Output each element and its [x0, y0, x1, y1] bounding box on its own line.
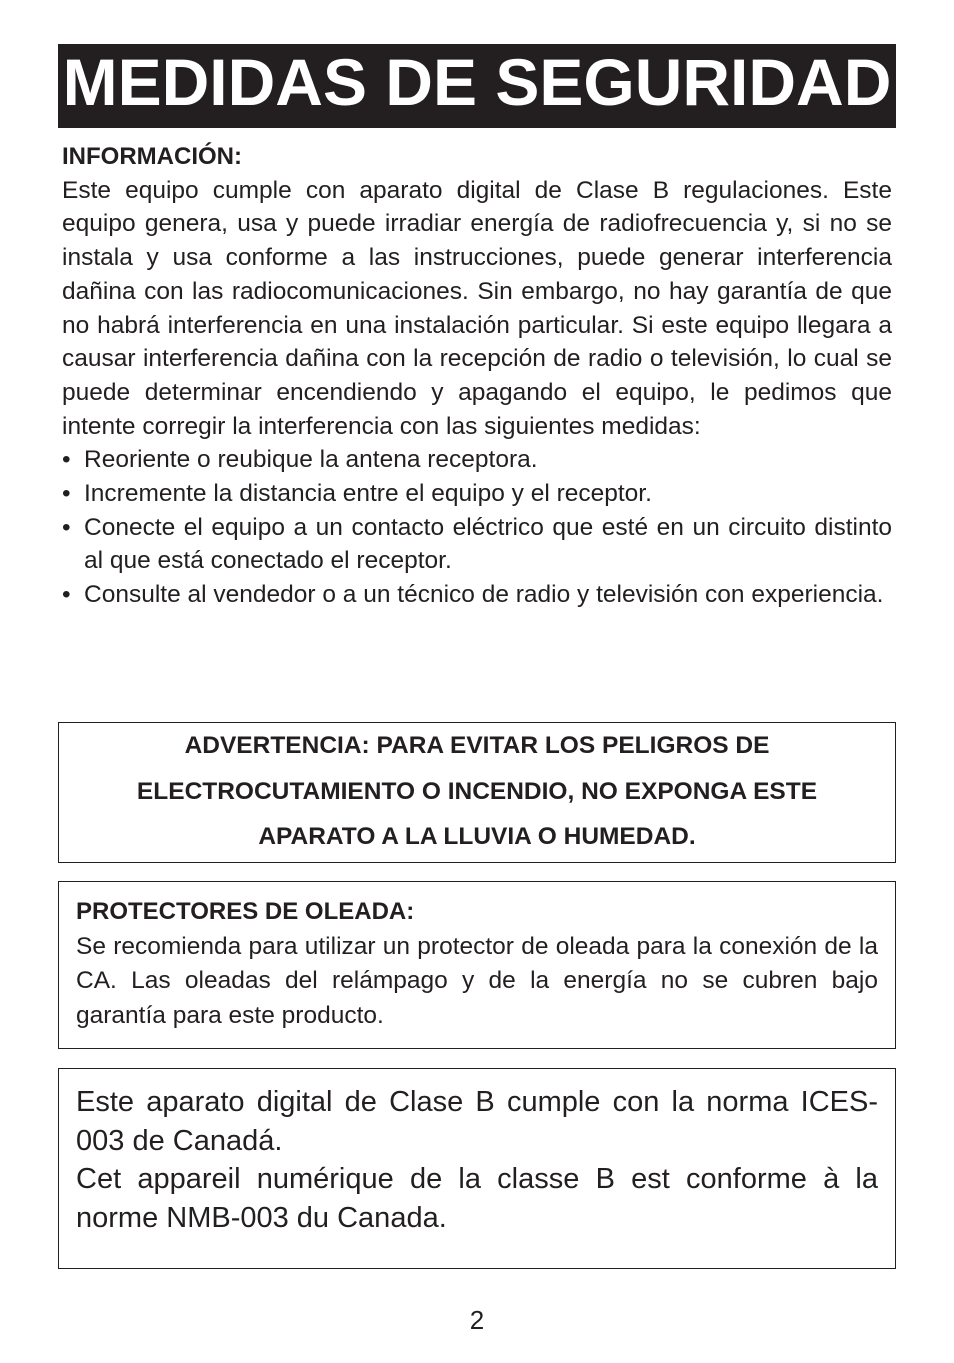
bullet-icon: • — [62, 446, 71, 474]
surge-heading: PROTECTORES DE OLEADA: — [76, 898, 415, 925]
list-item-text: Reoriente o reubique la antena receptora. — [84, 446, 538, 474]
surge-protector-box — [58, 881, 896, 1049]
list-item-text: Conecte el equipo a un contacto eléctrico que esté en un circuito distinto al que está conectado el receptor. — [84, 513, 892, 575]
canada-statement-french: Cet appareil numérique de la classe B est conforme à la norme NMB-003 du Canada. — [76, 1163, 878, 1234]
measures-list — [62, 443, 892, 612]
warning-box — [58, 722, 896, 863]
information-section — [62, 140, 892, 612]
bullet-icon: • — [62, 581, 71, 609]
information-body: Este equipo cumple con aparato digital de Clase B regulaciones. Este equipo genera, usa y puede irradiar energía de radiofrecuencia y, si no se instala y usa conforme a las instrucciones, puede generar interferencia dañina con las radiocomunicaciones. Sin embargo, no hay garantía de que no habrá interferencia en una instalación particular. Si este equipo llegara a causar interferencia dañina con la recepción de radio o televisión, lo cual se puede determinar encendiendo y apagando el equipo, le pedimos que intente corregir la interferencia con las siguientes medidas: — [62, 176, 892, 440]
surge-body: Se recomienda para utilizar un protector de oleada para la conexión de la CA. Las oleadas del relámpago y de la energía no se cubren bajo garantía para este producto. — [76, 932, 878, 1029]
list-item — [62, 511, 892, 578]
title-banner — [58, 44, 896, 128]
list-item — [62, 578, 892, 612]
page-number: 2 — [469, 1305, 485, 1335]
warning-line: ELECTROCUTAMIENTO O INCENDIO, NO EXPONGA ESTE — [136, 777, 818, 805]
list-item — [62, 477, 892, 511]
list-item — [62, 443, 892, 477]
bullet-icon: • — [62, 480, 71, 508]
warning-line: APARATO A LA LLUVIA O HUMEDAD. — [258, 823, 696, 850]
warning-line: ADVERTENCIA: PARA EVITAR LOS PELIGROS DE — [184, 732, 770, 759]
page-title: MEDIDAS DE SEGURIDAD — [62, 45, 892, 119]
list-item-text: Consulte al vendedor o a un técnico de radio y televisión con experiencia. — [84, 581, 884, 609]
information-heading: INFORMACIÓN: — [62, 143, 242, 170]
list-item-text: Incremente la distancia entre el equipo y el receptor. — [84, 480, 652, 508]
canada-compliance-box — [58, 1068, 896, 1269]
bullet-icon: • — [62, 513, 71, 541]
canada-statement-spanish: Este aparato digital de Clase B cumple con la norma ICES-003 de Canadá. — [76, 1086, 878, 1157]
